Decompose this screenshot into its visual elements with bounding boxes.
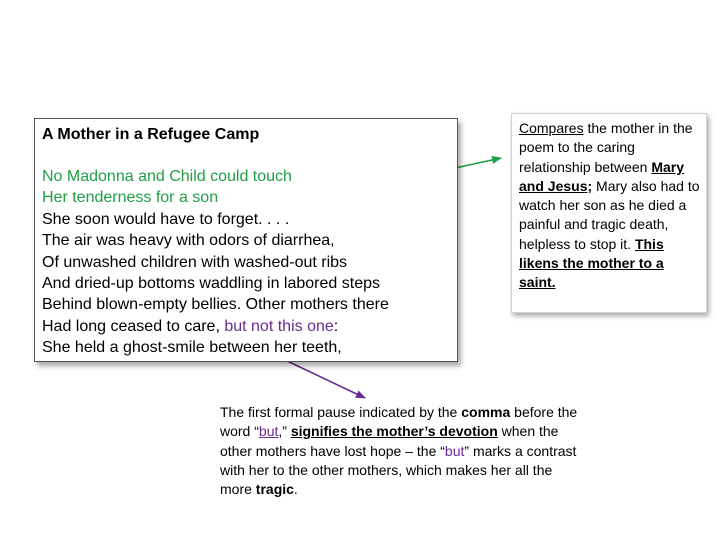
note-bottom-text-6: . (293, 481, 298, 498)
poem-box (34, 118, 458, 362)
madonna-annotation (511, 113, 707, 313)
stanza-spacer (42, 145, 451, 166)
note-bottom-text-5: ” marks a contrast with her to the other mothers, which makes her all the more (220, 442, 577, 498)
poem-line-6: And dried-up bottoms waddling in labored steps (42, 275, 380, 293)
poem-line-7: Behind blown-empty bellies. Other mothers there (42, 296, 389, 314)
poem-line-1: No Madonna and Child could touch (42, 168, 292, 185)
poem-line-5: Of unwashed children with washed-out ribs (42, 253, 348, 271)
poem-line-8-end: : (333, 317, 339, 335)
note-bottom-text-4: when the other mothers have lost hope – the “ (220, 423, 559, 459)
but-word-1: but (258, 423, 279, 440)
tragic-text: tragic (255, 481, 294, 498)
highlight-but-not-this-one: but not this one (224, 317, 334, 335)
poem-line-4: The air was heavy with odors of diarrhea, (42, 232, 335, 250)
purple-arrow (283, 359, 365, 398)
note-bottom-text-1: The first formal pause indicated by the (220, 404, 462, 420)
poem-line-8 (42, 316, 451, 337)
note-right-text-1: the mother in the poem to the caring relationship between (519, 120, 693, 175)
saint-conclusion: This likens the mother to a saint. (519, 235, 664, 291)
poem-title: A Mother in a Refugee Camp (42, 126, 260, 143)
devotion-text: signifies the mother’s devotion (290, 423, 498, 440)
note-bottom-text-3: ,” (278, 423, 291, 440)
poem-line-2: Her tenderness for a son (42, 189, 219, 207)
note-bottom-text-2: before the word “ (220, 404, 578, 440)
comma-text: comma (461, 404, 511, 420)
mary-jesus-text: Mary and Jesus; (519, 158, 684, 194)
compares-text: Compares (519, 120, 584, 136)
but-word-2: but (444, 442, 465, 459)
poem-line-3: She soon would have to forget. . . . (42, 210, 290, 228)
comma-annotation (220, 403, 580, 499)
poem-line-9: She held a ghost-smile between her teeth, (42, 339, 342, 357)
note-right-text-2: Mary also had to watch her son as he died a painful and tragic death, helpless to stop it. (519, 177, 700, 252)
poem-line-8-start: Had long ceased to care, (42, 317, 225, 335)
